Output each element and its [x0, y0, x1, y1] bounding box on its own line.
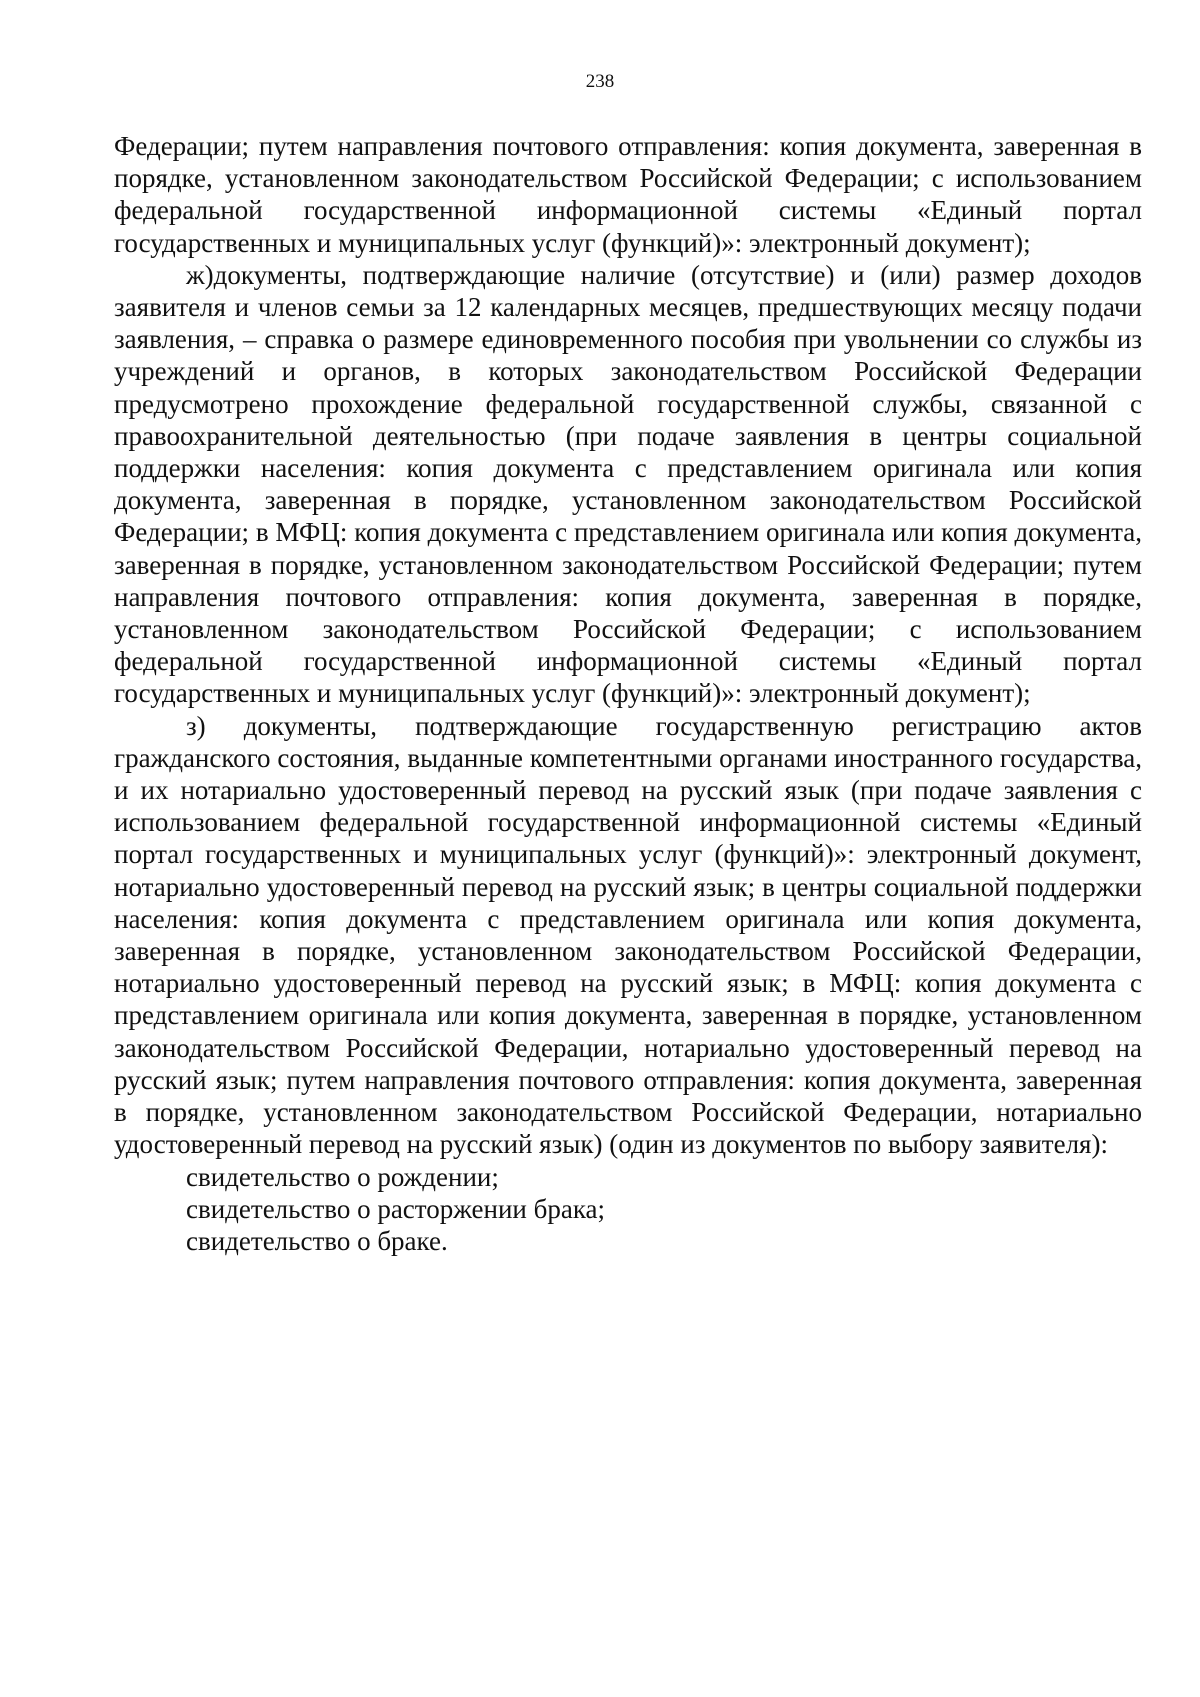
list-item-birth-certificate: свидетельство о рождении;: [186, 1161, 499, 1192]
list-item-divorce-certificate: свидетельство о расторжении брака;: [186, 1193, 606, 1224]
paragraph-item-zh: ж)документы, подтверждающие наличие (отсутствие) и (или) размер доходов заявителя и членов семьи за 12 календарных месяцев, предшествующих месяцу подачи заявления, – справка о размере единовременного пособия при увольнении со службы из учреждений и органов, в которых законодательством Российской Федерации предусмотрено прохождение федеральной государственной службы, связанной с правоохранительной деятельностью (при подаче заявления в центры социальной поддержки населения: копия документа с представлением оригинала или копия документа, заверенная в порядке, установленном законодательством Российской Федерации; в МФЦ: копия документа с представлением оригинала или копия документа, заверенная в порядке, установленном законодательством Российской Федерации; путем направления почтового отправления: копия документа, заверенная в порядке, установленном законодательством Российской Федерации; с использованием федеральной государственной информационной системы «Единый портал государственных и муниципальных услуг (функций)»: электронный документ);: [114, 259, 1142, 709]
page-number: 238: [585, 71, 615, 92]
paragraph-continuation: Федерации; путем направления почтового отправления: копия документа, заверенная в порядке, установленном законодательством Российской Федерации; с использованием федеральной государственной информационной системы «Единый портал государственных и муниципальных услуг (функций)»: электронный документ);: [114, 131, 1142, 258]
paragraph-item-z: з) документы, подтверждающие государственную регистрацию актов гражданского состояния, выданные компетентными органами иностранного государства, и их нотариально удостоверенный перевод на русский язык (при подаче заявления с использованием федеральной государственной информационной системы «Единый портал государственных и муниципальных услуг (функций)»: электронный документ, нотариально удостоверенный перевод на русский язык; в центры социальной поддержки населения: копия документа с представлением оригинала или копия документа, заверенная в порядке, установленном законодательством Российской Федерации, нотариально удостоверенный перевод на русский язык; в МФЦ: копия документа с представлением оригинала или копия документа, заверенная в порядке, установленном законодательством Российской Федерации, нотариально удостоверенный перевод на русский язык; путем направления почтового отправления: копия документа, заверенная в порядке, установленном законодательством Российской Федерации, нотариально удостоверенный перевод на русский язык) (один из документов по выбору заявителя):: [114, 710, 1142, 1160]
list-item-marriage-certificate: свидетельство о браке.: [186, 1225, 448, 1256]
document-body: [114, 130, 1142, 1257]
